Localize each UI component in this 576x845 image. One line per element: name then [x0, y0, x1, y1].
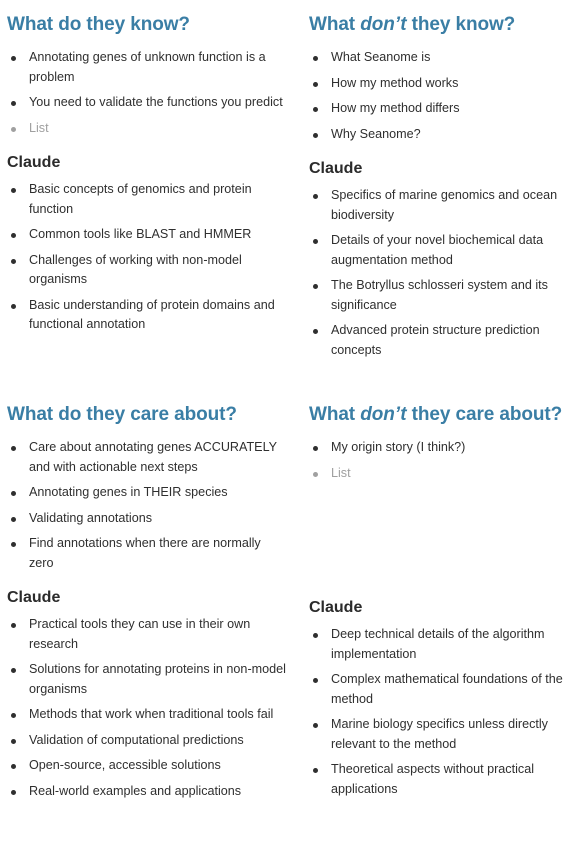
heading-what-they-care-about: What do they care about? — [7, 404, 237, 425]
heading-text-pre: What — [309, 404, 361, 425]
claude-heading: Claude — [7, 154, 61, 171]
list-item[interactable]: Marine biology specifics unless directly relevant to the method — [309, 715, 571, 754]
claude-heading: Claude — [309, 160, 363, 177]
list-item[interactable]: Annotating genes in THEIR species — [7, 483, 287, 503]
list-item[interactable]: Basic concepts of genomics and protein function — [7, 180, 287, 219]
list-item[interactable]: Complex mathematical foundations of the method — [309, 670, 571, 709]
claude-list-what-they-dont-know — [309, 186, 571, 360]
list-item[interactable]: Care about annotating genes ACCURATELY and with actionable next steps — [7, 438, 287, 477]
heading-what-they-dont-care-about — [309, 402, 571, 428]
heading-text-emphasis: don’t — [360, 14, 407, 35]
heading-what-they-dont-know — [309, 12, 571, 38]
list-item[interactable]: Common tools like BLAST and HMMER — [7, 225, 287, 245]
list-placeholder[interactable]: List — [309, 464, 571, 484]
list-what-they-care-about — [7, 438, 287, 573]
heading-what-they-know: What do they know? — [7, 14, 190, 35]
list-item[interactable]: Solutions for annotating proteins in non-model organisms — [7, 660, 287, 699]
list-placeholder[interactable]: List — [7, 119, 287, 139]
claude-list-what-they-know — [7, 180, 287, 335]
section-what-they-know — [7, 12, 287, 341]
list-item[interactable]: Methods that work when traditional tools fail — [7, 705, 287, 725]
section-what-they-care-about — [7, 402, 287, 807]
list-item[interactable]: Details of your novel biochemical data augmentation method — [309, 231, 571, 270]
list-item[interactable]: Open-source, accessible solutions — [7, 756, 287, 776]
claude-heading: Claude — [7, 589, 61, 606]
list-item[interactable]: Validation of computational predictions — [7, 731, 287, 751]
claude-list-what-they-care-about — [7, 615, 287, 801]
list-item[interactable]: Annotating genes of unknown function is a problem — [7, 48, 287, 87]
list-item[interactable]: Practical tools they can use in their own research — [7, 615, 287, 654]
list-item[interactable]: How my method differs — [309, 99, 571, 119]
heading-text-post: they care about? — [406, 404, 563, 425]
list-what-they-dont-know — [309, 48, 571, 144]
list-item[interactable]: What Seanome is — [309, 48, 571, 68]
section-what-they-dont-care-about — [309, 402, 571, 489]
list-item[interactable]: Challenges of working with non-model organisms — [7, 251, 287, 290]
heading-text-post: they know? — [406, 14, 516, 35]
list-item[interactable]: You need to validate the functions you predict — [7, 93, 287, 113]
list-item[interactable]: Real-world examples and applications — [7, 782, 287, 802]
claude-heading: Claude — [309, 599, 363, 616]
list-item[interactable]: Basic understanding of protein domains and functional annotation — [7, 296, 287, 335]
list-item[interactable]: Validating annotations — [7, 509, 287, 529]
list-what-they-know — [7, 48, 287, 138]
section-claude-dont-care-about — [309, 597, 571, 805]
heading-text-pre: What — [309, 14, 361, 35]
list-item[interactable]: Find annotations when there are normally zero — [7, 534, 287, 573]
list-item[interactable]: My origin story (I think?) — [309, 438, 571, 458]
section-what-they-dont-know — [309, 12, 571, 366]
list-item[interactable]: Why Seanome? — [309, 125, 571, 145]
list-item[interactable]: Advanced protein structure prediction concepts — [309, 321, 571, 360]
list-item[interactable]: The Botryllus schlosseri system and its significance — [309, 276, 571, 315]
list-item[interactable]: Deep technical details of the algorithm implementation — [309, 625, 571, 664]
list-what-they-dont-care-about — [309, 438, 571, 483]
heading-text-emphasis: don’t — [360, 404, 407, 425]
list-item[interactable]: Theoretical aspects without practical applications — [309, 760, 571, 799]
claude-list-what-they-dont-care-about — [309, 625, 571, 799]
list-item[interactable]: Specifics of marine genomics and ocean biodiversity — [309, 186, 571, 225]
list-item[interactable]: How my method works — [309, 74, 571, 94]
